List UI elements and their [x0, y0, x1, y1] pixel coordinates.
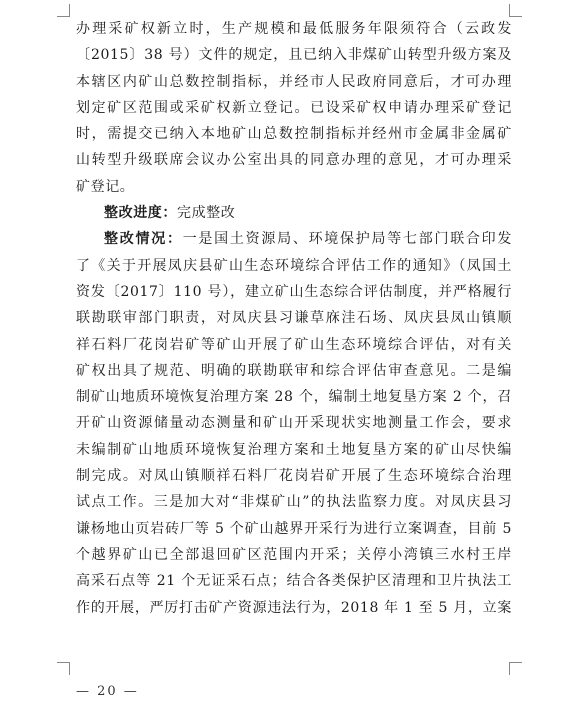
paragraph-line: 办理采矿权新立时，生产规模和最低服务年限须符合（云政发	[76, 21, 512, 37]
situation-line: 联勘联审部门职责，对凤庆县习谦草庥洼石场、凤庆县凤山镇顺	[76, 310, 512, 327]
progress-line	[76, 200, 512, 226]
paragraph-line: 本辖区内矿山总数控制指标，并经市人民政府同意后，才可办理	[76, 73, 512, 90]
situation-line: 资发〔2017〕110 号），建立矿山生态综合评估制度，并严格履行	[76, 283, 512, 300]
situation-line: 试点工作。三是加大对“非煤矿山”的执法监察力度。对凤庆县习	[76, 494, 512, 511]
paragraph-line: 时，需提交已纳入本地矿山总数控制指标并经州市金属非金属矿	[76, 126, 512, 143]
paragraph-line: 山转型升级联席会议办公室出具的同意办理的意见，才可办理采	[76, 152, 512, 169]
situation-first-line	[76, 226, 512, 252]
paragraph-line: 〔2015〕38 号）文件的规定，且已纳入非煤矿山转型升级方案及	[76, 47, 512, 64]
situation-line: 高采石点等 21 个无证采石点；结合各类保护区清理和卫片执法工	[76, 573, 512, 590]
situation-line: 未编制矿山地质环境恢复治理方案和土地复垦方案的矿山尽快编	[76, 441, 512, 458]
situation-line: 谦杨地山页岩砖厂等 5 个矿山越界开采行为进行立案调查，目前 5	[76, 520, 512, 537]
situation-label: 整改情况：	[104, 231, 183, 248]
situation-line: 个越界矿山已全部退回矿区范围内开采；关停小湾镇三水村王岸	[76, 546, 512, 563]
situation-line: 制矿山地质环境恢复治理方案 28 个，编制土地复垦方案 2 个，召	[76, 389, 512, 406]
crop-mark-bottom-right	[509, 662, 522, 675]
crop-mark-bottom-left	[57, 662, 70, 675]
situation-line: 开矿山资源储量动态测量和矿山开采现状实地测量工作会，要求	[76, 415, 512, 432]
paragraph-line: 矿登记。	[76, 178, 135, 195]
situation-line: 作的开展，严厉打击矿产资源违法行为，2018 年 1 至 5 月，立案	[76, 599, 512, 616]
page-number: — 20 —	[76, 684, 139, 699]
situation-line: 祥石料厂花岗岩矿等矿山开展了矿山生态环境综合评估，对有关	[76, 336, 512, 353]
situation-line: 制完成。对凤山镇顺祥石料厂花岗岩矿开展了生态环境综合治理	[76, 468, 512, 485]
progress-label: 整改进度：	[104, 205, 177, 222]
progress-value: 完成整改	[177, 205, 236, 222]
situation-first-text: 一是国土资源局、环境保护局等七部门联合印发	[182, 231, 512, 248]
paragraph-line: 划定矿区范围或采矿权新立登记。已设采矿权申请办理采矿登记	[76, 99, 512, 116]
document-body	[76, 16, 512, 621]
crop-mark-top-left	[57, 4, 70, 17]
situation-line: 矿权出具了规范、明确的联勘联审和综合评估审查意见。二是编	[76, 362, 512, 379]
situation-line: 了《关于开展凤庆县矿山生态环境综合评估工作的通知》（凤国土	[76, 257, 512, 274]
